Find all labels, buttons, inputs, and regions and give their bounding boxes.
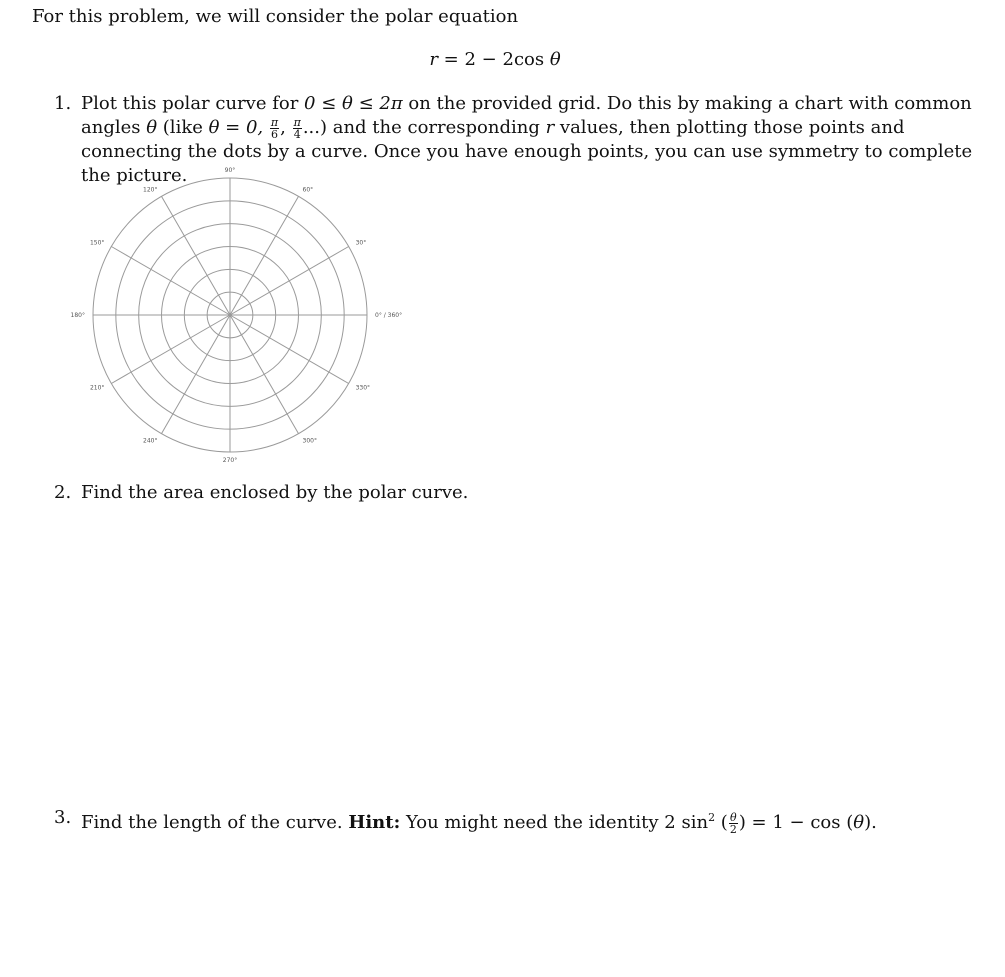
polar-angle-label: 210°: [89, 384, 105, 392]
polar-angle-label: 330°: [355, 384, 371, 392]
problem-1-text: Plot this polar curve for 0 ≤ θ ≤ 2π on the provided grid. Do this by making a chart with common angles θ (like θ = 0, $\frac{\pi}{6}$ , $\frac{\pi}{4}$ ...) and the corresponding r values, then plotting those points and connecting the dots by a curve. Once you have enough points, you can use symmetry to complete the picture.: [81, 93, 973, 186]
polar-angle-label: 270°: [222, 457, 238, 464]
problem-2-number: 2.: [54, 482, 72, 503]
polar-grid: [70, 167, 403, 464]
problem-2-text: Find the area enclosed by the polar curve.: [81, 482, 469, 503]
problem-2: [54, 481, 984, 505]
polar-angle-label: 60°: [302, 186, 314, 194]
polar-grid-svg: [70, 167, 403, 464]
polar-spoke: [230, 247, 349, 316]
polar-angle-label: 120°: [143, 186, 158, 194]
problem-3: [54, 806, 984, 835]
hint-label: Hint:: [348, 812, 401, 833]
polar-spoke: [162, 196, 231, 315]
polar-spoke: [162, 315, 231, 434]
polar-spoke: [230, 315, 349, 384]
problem-3-number: 3.: [54, 807, 72, 828]
polar-spoke: [111, 247, 230, 316]
polar-spoke: [111, 315, 230, 384]
polar-angle-label: 240°: [143, 437, 158, 445]
polar-angle-label: 300°: [302, 437, 317, 445]
polar-angle-label: 0° / 360°: [375, 312, 403, 319]
polar-spoke: [230, 315, 299, 434]
polar-spoke: [230, 196, 299, 315]
polar-angle-label: 90°: [224, 167, 236, 174]
problem-1-number: 1.: [54, 93, 72, 114]
polar-angle-label: 30°: [355, 239, 367, 247]
intro-text: For this problem, we will consider the polar equation: [32, 6, 519, 27]
polar-angle-label: 150°: [89, 239, 105, 247]
problem-3-text: Find the length of the curve. Hint: You might need the identity 2 $\sin^2$ ( $\frac{\theta}{2}$ ) = 1 − cos (θ).: [81, 810, 877, 836]
polar-equation: r = 2 − 2cos θ: [429, 49, 561, 70]
polar-angle-label: 180°: [70, 312, 85, 319]
